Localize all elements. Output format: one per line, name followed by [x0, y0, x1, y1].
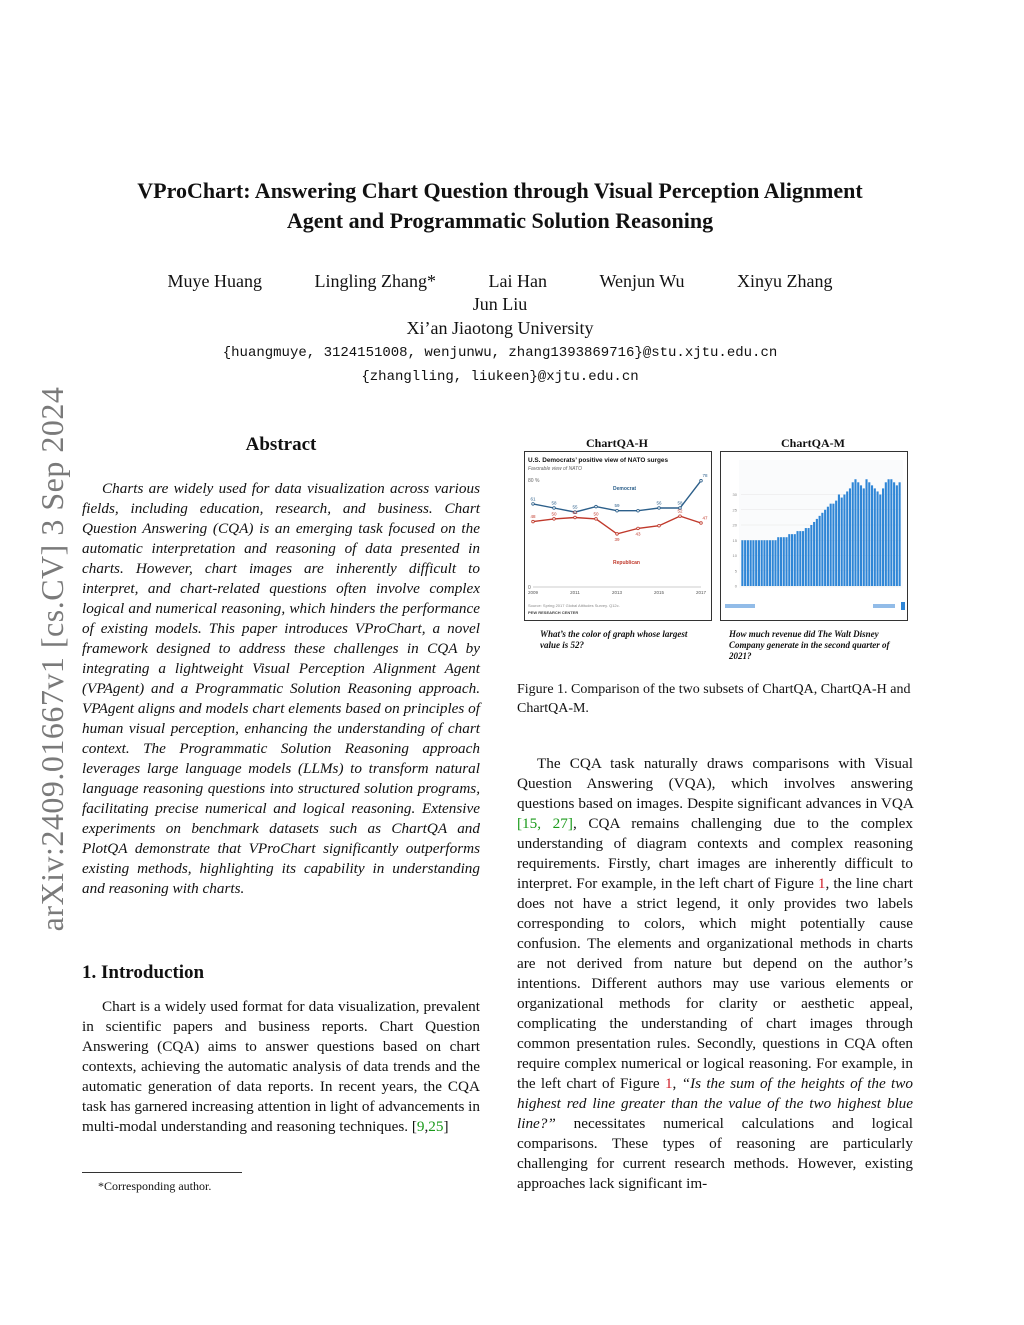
line-point-republican: [679, 515, 682, 518]
bar: [755, 540, 757, 586]
footnote-rule: [82, 1172, 242, 1173]
bar: [797, 531, 799, 586]
bar: [763, 540, 765, 586]
right-question: How much revenue did The Walt Disney Company generate in the second quarter of 2021?: [729, 629, 890, 661]
author-1: Muye Huang: [167, 271, 263, 291]
line-x-ticks: [528, 587, 707, 595]
bar-y-tick-label: 20: [732, 522, 737, 528]
line-point-republican: [595, 518, 598, 521]
line-data-label: 39: [614, 536, 620, 542]
line-point-republican: [658, 524, 661, 527]
bar: [885, 482, 887, 586]
introduction-text: Chart is a widely used format for data visualization, prevalent in scientific papers and business reports. Chart Question Answering (CQA) aims to answer questions based on chart contexts, achieving the automatic analysis of data trends and the automatic generation of data reports. In recent years, the CQA task has garnered increasing attention in light of advancements in multi-modal understanding and reasoning techniques.: [82, 998, 480, 1135]
bar: [893, 482, 895, 586]
line-data-label: 55: [572, 504, 578, 510]
line-x-tick-label: 2009: [527, 590, 539, 595]
bar: [816, 519, 818, 586]
line-point-republican: [637, 527, 640, 530]
bar: [791, 534, 793, 586]
line-point-republican: [532, 520, 535, 523]
bar-y-tick-label: 15: [732, 537, 737, 543]
title-line-1: VProChart: Answering Chart Question through Visual Perception Alignment: [137, 178, 863, 203]
bar: [821, 513, 823, 586]
author-3: Lai Han: [488, 271, 547, 291]
line-x-tick-label: 2011: [570, 590, 580, 595]
legend-republican: Republican: [613, 560, 640, 566]
citation-25[interactable]: 25: [428, 1118, 444, 1135]
bar: [899, 482, 901, 586]
bar: [846, 491, 848, 586]
bar: [785, 537, 787, 586]
line-data-label: 43: [635, 531, 641, 537]
line-x-tick-label: 2017: [695, 590, 707, 595]
bar: [794, 534, 796, 586]
bar: [750, 540, 752, 586]
rc-text-2: , CQA remains challenging due to the complex understanding of diagram contexts and complex reasoning requirements. Firstly, chart images are inherently difficult to interpret. For example, in the left chart of Figure: [517, 815, 913, 892]
bar: [783, 537, 785, 586]
introduction-body: [82, 997, 480, 1137]
figure-ref-1[interactable]: 1: [817, 875, 826, 892]
citation-15-27[interactable]: [15, 27]: [517, 815, 573, 832]
line-data-label: 56: [656, 500, 662, 506]
bar: [838, 495, 840, 587]
bar: [758, 540, 760, 586]
line-point-democrat: [553, 507, 556, 510]
left-question: What’s the color of graph whose largest value is 52?: [540, 629, 688, 650]
bar: [835, 501, 837, 586]
line-point-republican: [700, 522, 703, 525]
bar-footer-left: [725, 604, 755, 608]
bar: [810, 525, 812, 586]
bar: [774, 540, 776, 586]
line-x-tick-label: 2013: [611, 590, 623, 595]
figure-caption: Figure 1. Comparison of the two subsets of ChartQA, ChartQA-H and ChartQA-M.: [517, 682, 911, 716]
figure-right-label: ChartQA-M: [781, 436, 845, 450]
bar: [780, 537, 782, 586]
rc-text-5: necessitates numerical calculations and logical comparisons. These types of reasoning are particularly challenging for current research methods. However, existing approaches lack significant im-: [517, 1115, 913, 1192]
line-point-democrat: [595, 505, 598, 508]
bar: [843, 495, 845, 587]
footnote: *Corresponding author.: [98, 1179, 212, 1193]
bar-footer-right: [873, 604, 895, 608]
bar: [874, 488, 876, 586]
affiliation: Xi’an Jiaotong University: [406, 318, 594, 338]
line-chart-title: U.S. Democrats’ positive view of NATO surges: [528, 457, 669, 464]
author-4: Wenjun Wu: [599, 271, 685, 291]
bar: [849, 488, 851, 586]
bar: [813, 522, 815, 586]
bar-y-tick-label: 0: [734, 583, 737, 589]
bar: [868, 482, 870, 586]
rc-text-4: ,: [672, 1075, 677, 1092]
line-chart-y-zero: 0: [528, 585, 531, 591]
bar: [769, 540, 771, 586]
rc-text-1: The CQA task naturally draws comparisons with Visual Question Answering (VQA), which involves answering questions based on images. Despite significant advances in VQA: [517, 755, 913, 812]
line-series-republican: [533, 516, 701, 537]
bar: [827, 507, 829, 586]
abstract-heading: Abstract: [245, 434, 317, 455]
author-2: Lingling Zhang*: [314, 271, 436, 291]
introduction-heading: 1. Introduction: [82, 962, 205, 983]
bar: [741, 540, 743, 586]
line-point-democrat: [658, 507, 661, 510]
bar: [860, 485, 862, 586]
arxiv-stamp: arXiv:2409.01667v1 [cs.CV] 3 Sep 2024: [34, 386, 70, 932]
intro-cite-open: [: [411, 1118, 417, 1135]
line-chart: [525, 452, 711, 620]
intro-cite-close: ]: [443, 1118, 449, 1135]
bar-y-tick-label: 25: [732, 507, 737, 513]
bar-y-tick-label: 30: [732, 492, 737, 497]
line-data-label: 58: [551, 500, 557, 506]
line-point-democrat: [532, 503, 535, 506]
author-5: Xinyu Zhang: [736, 271, 833, 291]
bar: [744, 540, 746, 586]
line-chart-credit: PEW RESEARCH CENTER: [528, 610, 579, 615]
bar: [879, 495, 881, 587]
bar: [852, 482, 854, 586]
line-x-tick-label: 2015: [653, 590, 665, 595]
line-point-republican: [553, 518, 556, 521]
bar: [896, 485, 898, 586]
bar: [888, 479, 890, 586]
line-data-label: 58: [677, 500, 683, 506]
line-data-label: 50: [551, 511, 557, 517]
bar-chart: [721, 452, 907, 620]
line-chart-panel: [524, 451, 712, 621]
right-column-body: [517, 754, 913, 1194]
bar: [882, 488, 884, 586]
bar: [824, 510, 826, 586]
bar: [761, 540, 763, 586]
line-data-label: 50: [593, 511, 599, 517]
bar: [747, 540, 749, 586]
bar: [752, 540, 754, 586]
line-point-republican: [574, 516, 577, 519]
bar-y-tick-label: 5: [734, 568, 737, 574]
figure-left-label: ChartQA-H: [586, 436, 648, 450]
title-line-2: Agent and Programmatic Solution Reasoning: [286, 208, 714, 233]
bar: [857, 482, 859, 586]
emails-line-1: {huangmuye, 3124151008, wenjunwu, zhang1393869716}@stu.xjtu.edu.cn: [222, 345, 778, 361]
bar: [808, 528, 810, 586]
rc-text-3: , the line chart does not have a strict legend, it only provides two labels corresponding to colors, which might potentially cause confusion. The elements and organizational methods in charts are not derived from nature but depend on the author’s intentions. Different authors may use various elements or organizational methods for clarity or aesthetic appeal, complicating the understanding of chart images through common presentation rules. Secondly, questions in CQA often require complex numerical or logical reasoning. For example, in the left chart of Figure: [517, 875, 914, 1092]
figure-ref-1b[interactable]: 1: [664, 1075, 673, 1092]
bar: [854, 479, 856, 586]
bar: [772, 540, 774, 586]
bar: [802, 531, 804, 586]
bar-y-tick-label: 10: [732, 553, 737, 558]
line-series-group: [530, 473, 708, 542]
bar: [777, 537, 779, 586]
line-chart-subtitle: Favorable view of NATO: [528, 466, 583, 472]
line-chart-y-top: 80 %: [528, 478, 540, 484]
author-list: [0, 271, 1000, 292]
legend-democrat: Democrat: [613, 486, 637, 492]
citation-9[interactable]: 9: [416, 1118, 425, 1135]
bar: [871, 485, 873, 586]
line-point-republican: [616, 533, 619, 536]
bar: [766, 540, 768, 586]
bar: [841, 498, 843, 586]
bar-footer-marker: [901, 602, 905, 610]
bar: [865, 479, 867, 586]
line-data-label: 48: [530, 514, 536, 520]
bar: [819, 516, 821, 586]
line-data-label: 51: [572, 510, 578, 516]
line-data-label: 52: [677, 508, 683, 514]
bar: [863, 488, 865, 586]
bar-chart-panel: [720, 451, 908, 621]
abstract-body: Charts are widely used for data visualization across various fields, including education, research, and business. Chart Question Answering (CQA) is an emerging task focused on the automatic interpretation and reasoning of data presented in charts. However, chart images are inherently difficult to interpret, and chart-related questions often involve complex logical and numerical reasoning, which hinders the performance of existing models. This paper introduces VProChart, a novel framework designed to address these challenges in CQA by integrating a lightweight Visual Perception Alignment Agent (VPAgent) and a Programmatic Solution Reasoning approach. VPAgent aligns and models chart elements based on principles of human visual perception, enhancing the understanding of chart context. The Programmatic Solution Reasoning approach leverages large language models (LLMs) to transform natural language reasoning questions into structured solution programs, facilitating precise numerical and logical reasoning. Extensive experiments on benchmark datasets such as ChartQA and PlotQA demonstrate that VProChart significantly outperforms existing methods, highlighting its capability in understanding and reasoning with charts.: [82, 480, 480, 897]
line-data-label: 78: [702, 473, 708, 479]
paper-title: [60, 176, 940, 236]
bar: [788, 534, 790, 586]
emails-line-2: {zhanglling, liukeen}@xjtu.edu.cn: [361, 369, 639, 385]
line-point-democrat: [616, 509, 619, 512]
bar: [799, 531, 801, 586]
intro-cite-comma: ,: [424, 1118, 429, 1135]
bar: [805, 528, 807, 586]
line-data-label: 47: [702, 515, 708, 521]
bar: [832, 504, 834, 586]
line-chart-source: Source: Spring 2017 Global Attitudes Survey. Q12c.: [528, 603, 620, 608]
bar: [830, 504, 832, 586]
bar: [877, 491, 879, 586]
rc-quote: “Is the sum of the heights of the two highest red line greater than the value of the two highest blue line?”: [517, 1075, 913, 1132]
author-6: Jun Liu: [472, 294, 528, 314]
bar: [890, 479, 892, 586]
line-point-democrat: [637, 509, 640, 512]
line-data-label: 61: [530, 496, 536, 502]
line-point-democrat: [700, 479, 703, 482]
line-data-label: 59: [614, 503, 620, 509]
